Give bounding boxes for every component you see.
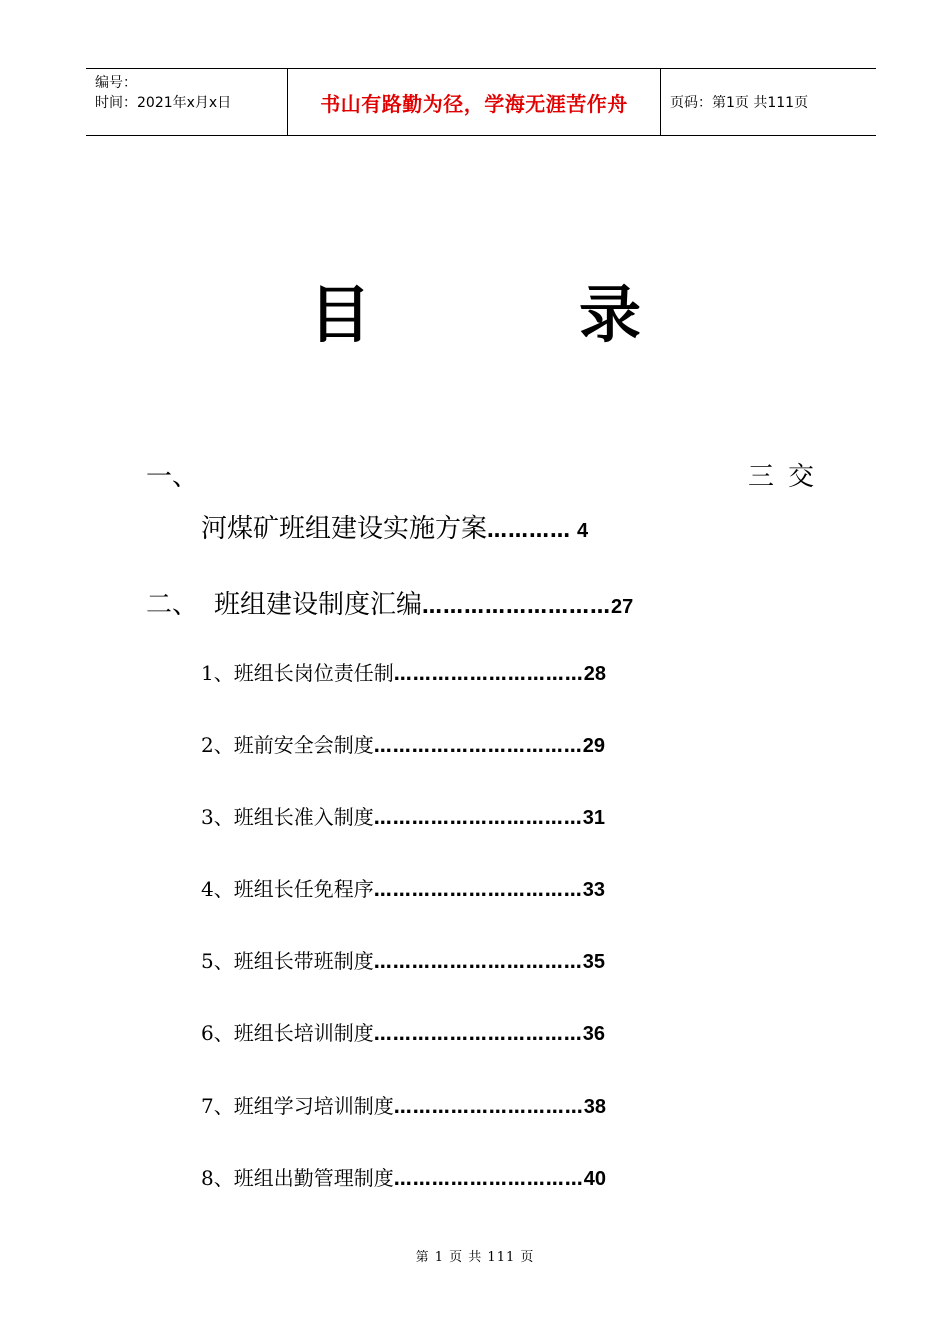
toc-item-page: 31 — [582, 807, 605, 829]
toc-section-1-number: 一、 — [146, 462, 199, 492]
toc-item-label: 4、班组长任免程序 — [201, 877, 374, 901]
header-meta — [86, 69, 288, 135]
toc-item-dots: …………………………… — [373, 736, 583, 757]
toc-item-label: 6、班组长培训制度 — [201, 1021, 374, 1045]
toc-item-dots: ………………………… — [393, 1169, 584, 1190]
toc-section-2-dots: ……………………… — [422, 594, 612, 618]
toc-item-page: 29 — [582, 735, 605, 757]
document-header — [86, 68, 876, 136]
toc-section-1-page: 4 — [577, 520, 589, 542]
toc-item-label: 1、班组长岗位责任制 — [201, 661, 394, 685]
header-motto-cell — [288, 69, 661, 135]
header-motto: 书山有路勤为径，学海无涯苦作舟 — [320, 91, 628, 116]
toc-item[interactable] — [201, 873, 605, 902]
header-page-info-cell — [661, 69, 876, 135]
toc-item-dots: …………………………… — [373, 808, 583, 829]
toc-section-2-number: 二、 — [146, 590, 199, 620]
toc-item-page: 28 — [583, 663, 606, 685]
toc-section-1-title-part1: 三交 — [748, 462, 829, 492]
toc-item-dots: ………………………… — [393, 664, 584, 685]
toc-item[interactable] — [201, 945, 605, 974]
toc-section-1-dots: ………… — [487, 518, 572, 542]
toc-item-label: 7、班组学习培训制度 — [201, 1094, 394, 1118]
header-page-info: 页码：第1页 共111页 — [670, 95, 809, 111]
toc-item-label: 5、班组长带班制度 — [201, 949, 374, 973]
toc-item-page: 35 — [582, 951, 605, 973]
toc-item-page: 36 — [582, 1023, 605, 1045]
toc-item-dots: ………………………… — [393, 1097, 584, 1118]
toc-item[interactable] — [201, 1090, 606, 1119]
toc-section-2-page: 27 — [611, 596, 634, 618]
toc-item-page: 38 — [583, 1096, 606, 1118]
toc-item-label: 2、班前安全会制度 — [201, 733, 374, 757]
toc-item-dots: …………………………… — [373, 1024, 583, 1045]
title-char-1: 目 — [308, 278, 371, 351]
toc-item-dots: …………………………… — [373, 952, 583, 973]
toc-item[interactable] — [201, 657, 606, 686]
title-char-2: 录 — [579, 278, 642, 351]
toc-item-dots: …………………………… — [373, 880, 583, 901]
page-title — [0, 280, 950, 350]
page-footer: 第 1 页 共 111 页 — [415, 1250, 535, 1265]
doc-number-label: 编号： — [95, 75, 137, 91]
toc-section-2[interactable] — [146, 584, 633, 621]
toc-item-page: 33 — [582, 879, 605, 901]
toc-section-1-title-part2: 河煤矿班组建设实施方案 — [201, 514, 488, 544]
toc-item[interactable] — [201, 1017, 605, 1046]
toc-item[interactable] — [201, 729, 605, 758]
toc-item[interactable] — [201, 801, 605, 830]
toc-item-page: 40 — [583, 1168, 606, 1190]
toc-item-label: 8、班组出勤管理制度 — [201, 1166, 394, 1190]
toc-section-2-title: 班组建设制度汇编 — [214, 590, 423, 620]
toc-item[interactable] — [201, 1162, 606, 1191]
toc-item-label: 3、班组长准入制度 — [201, 805, 374, 829]
toc-section-1-line2[interactable] — [201, 508, 588, 545]
doc-time-label: 时间：2021年x月x日 — [95, 95, 232, 111]
